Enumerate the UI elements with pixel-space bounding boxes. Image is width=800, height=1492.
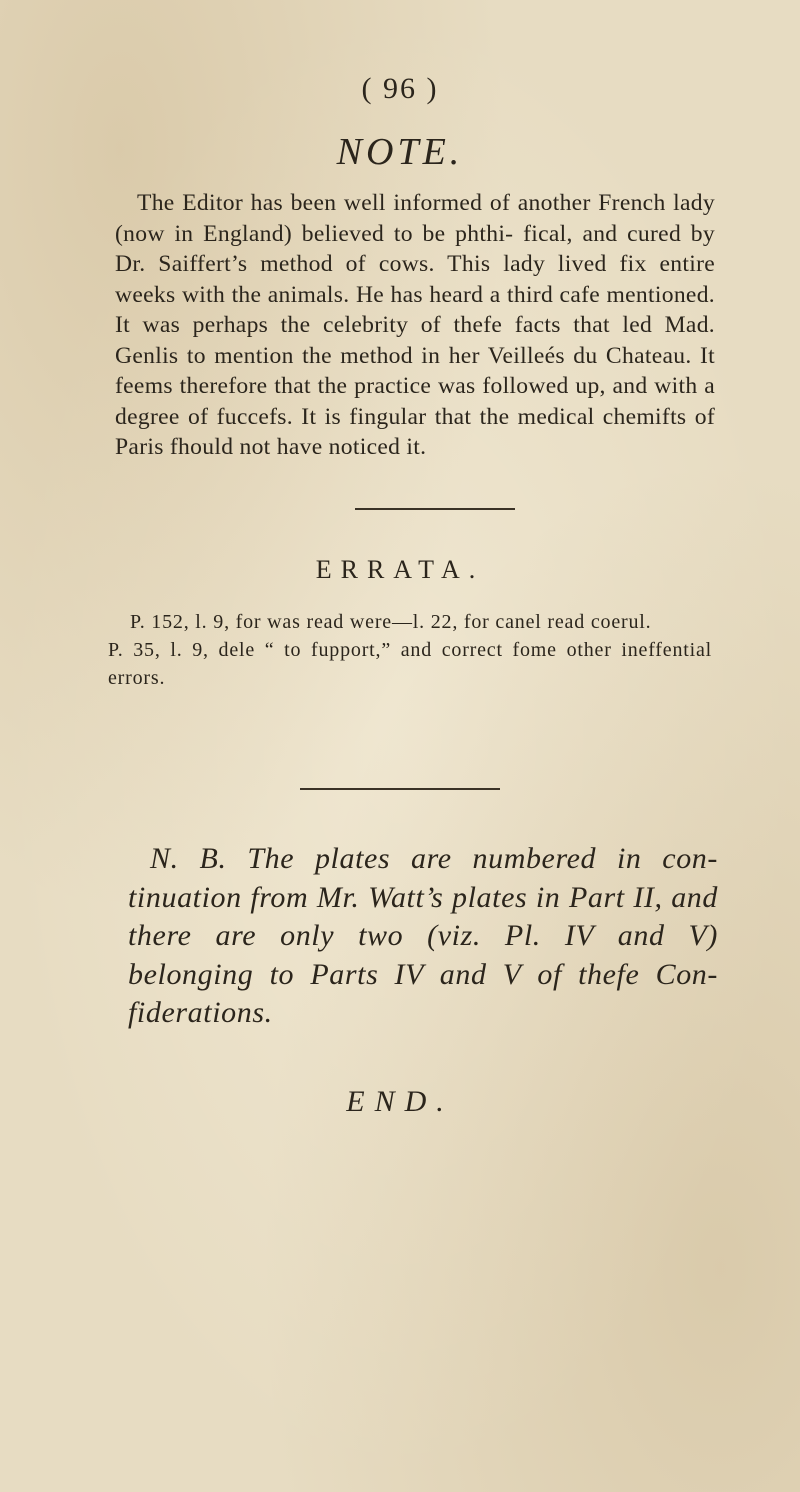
section-divider [355, 508, 515, 510]
errata-entry: P. 35, l. 9, dele “ to fupport,” and correct fome other ineffential errors. [108, 639, 712, 689]
note-heading: NOTE. [336, 131, 464, 173]
section-divider [300, 788, 500, 790]
errata-heading: ERRATA. [315, 555, 485, 584]
errata-entry: P. 152, l. 9, for was read were—l. 22, for canel read coerul. [130, 611, 652, 633]
end-mark: END. [346, 1085, 454, 1118]
errata-list [108, 608, 712, 692]
nota-bene-paragraph: N. B. The plates are numbered in con- tinuation from Mr. Watt’s plates in Part II, and there are only two (viz. Pl. IV and V) belonging to Parts IV and V of thefe Con- fiderations. [128, 842, 718, 1029]
page-number: ( 96 ) [361, 72, 439, 105]
note-paragraph: The Editor has been well informed of another French lady (now in England) believed to be phthi- fical, and cured by Dr. Saiffert’s method of cows. This lady lived fix entire weeks with the animals. He has heard a third cafe mentioned. It was perhaps the celebrity of thefe facts that led Mad. Genlis to mention the method in her Veilleés du Chateau. It feems therefore that the practice was followed up, and with a degree of fuccefs. It is fingular that the medical chemifts of Paris fhould not have noticed it. [115, 190, 715, 460]
